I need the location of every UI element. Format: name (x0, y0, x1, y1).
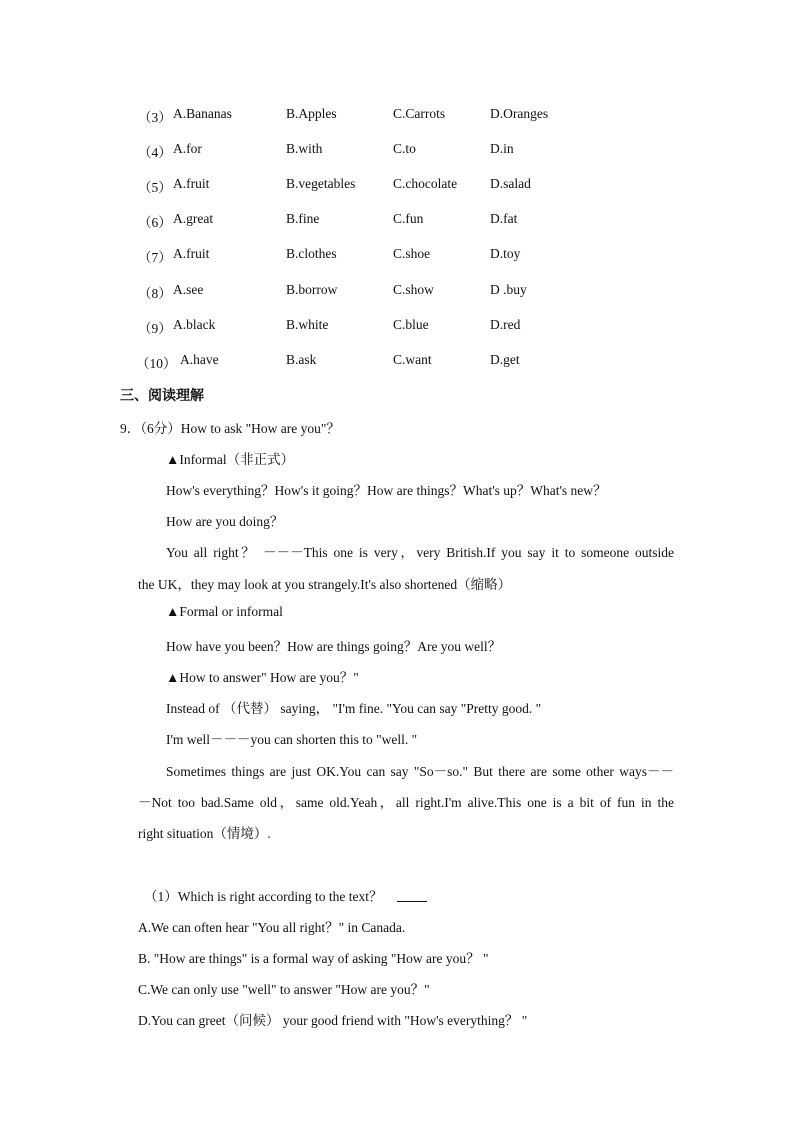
passage-line: the UK，they may look at you strangely.It's also shortened（缩略） (138, 577, 512, 592)
passage-line: I'm well－－－you can shorten this to "well. " (166, 732, 418, 747)
passage-line: Instead of （代替） saying， "I'm fine. "You can say "Pretty good. " (166, 701, 542, 716)
passage-line: How have you been？How are things going？Are you well？ (166, 639, 502, 654)
option-d: D.get (490, 352, 520, 367)
option-b: B.clothes (286, 246, 337, 261)
option-a: A.have (180, 352, 219, 367)
option-c: C.chocolate (393, 176, 458, 191)
option-c: C.want (393, 352, 432, 367)
option-a: A.Bananas (173, 106, 232, 121)
answer-blank[interactable] (397, 889, 427, 902)
question-9-heading: 9．（6分）How to ask "How are you"？ (120, 421, 340, 436)
option-number: （7） (138, 250, 172, 265)
option-d: D.salad (490, 176, 531, 191)
option-c: C.blue (393, 317, 429, 332)
option-d: D.red (490, 317, 521, 332)
passage-line: You all right？ －－－This one is very，very British.If you say it to someone outside (166, 545, 674, 560)
option-c: C.Carrots (393, 106, 446, 121)
option-b: B.fine (286, 211, 320, 226)
option-c: C.fun (393, 211, 424, 226)
heading-informal: ▲Informal（非正式） (166, 452, 295, 467)
question-1-stem: （1）Which is right according to the text？ (144, 889, 383, 904)
heading-formal: ▲Formal or informal (166, 604, 283, 619)
option-b: B.ask (286, 352, 317, 367)
choice-c: C.We can only use "well" to answer "How are you？" (138, 982, 430, 997)
option-b: B.Apples (286, 106, 337, 121)
option-a: A.fruit (173, 176, 210, 191)
passage-line: How are you doing？ (166, 514, 284, 529)
option-a: A.see (173, 282, 204, 297)
option-b: B.vegetables (286, 176, 356, 191)
option-a: A.for (173, 141, 202, 156)
option-a: A.great (173, 211, 214, 226)
choice-d: D.You can greet（问候） your good friend with "How's everything？ " (138, 1013, 528, 1028)
option-c: C.to (393, 141, 416, 156)
option-d: D .buy (490, 282, 527, 297)
passage-line: How's everything？How's it going？How are things？What's up？What's new？ (166, 483, 607, 498)
option-number: （10） (136, 356, 177, 371)
passage-line: －Not too bad.Same old，same old.Yeah，all right.I'm alive.This one is a bit of fun in the (138, 795, 674, 810)
option-d: D.in (490, 141, 514, 156)
option-number: （8） (138, 286, 172, 301)
option-b: B.with (286, 141, 323, 156)
heading-answer: ▲How to answer" How are you？" (166, 670, 359, 685)
option-number: （4） (138, 145, 172, 160)
option-number: （5） (138, 180, 172, 195)
option-number: （6） (138, 215, 172, 230)
option-b: B.borrow (286, 282, 338, 297)
option-d: D.toy (490, 246, 521, 261)
choice-b: B. "How are things" is a formal way of asking "How are you？ " (138, 951, 489, 966)
section-title: 三、阅读理解 (120, 388, 204, 404)
option-a: A.black (173, 317, 216, 332)
choice-a: A.We can often hear "You all right？" in Canada. (138, 920, 406, 935)
option-c: C.shoe (393, 246, 431, 261)
question-1-stem-row (144, 885, 427, 905)
passage-line: right situation（情境）. (138, 826, 271, 841)
option-b: B.white (286, 317, 329, 332)
option-d: D.fat (490, 211, 518, 226)
passage-line: Sometimes things are just OK.You can say "So－so." But there are some other ways－－ (166, 764, 674, 779)
option-d: D.Oranges (490, 106, 549, 121)
option-number: （3） (138, 110, 172, 125)
option-number: （9） (138, 321, 172, 336)
option-c: C.show (393, 282, 434, 297)
option-a: A.fruit (173, 246, 210, 261)
